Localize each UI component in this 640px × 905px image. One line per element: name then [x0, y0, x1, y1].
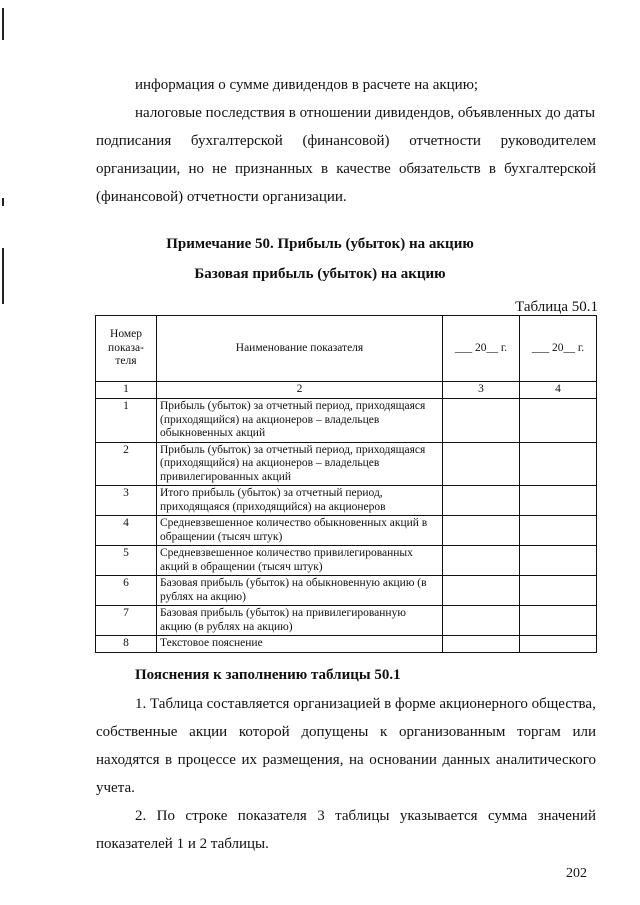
table-row	[96, 546, 597, 576]
explanation-1-line-3: находятся в процессе их размещения, на основании данных аналитического	[96, 752, 596, 768]
value-cell	[520, 546, 597, 576]
row-name: Прибыль (убыток) за отчетный период, приходящаяся (приходящийся) на акционеров – владельцев обыкновенных акций	[157, 399, 443, 443]
explanation-1-line-2: собственные акции которой допущены к организованным торгам или	[96, 724, 596, 740]
header-number: Номер показа-теля	[96, 316, 157, 382]
value-cell	[443, 399, 520, 443]
intro-line-1: информация о сумме дивидендов в расчете на акцию;	[135, 77, 479, 93]
value-cell	[520, 606, 597, 636]
row-name: Текстовое пояснение	[157, 636, 443, 653]
table-row	[96, 399, 597, 443]
value-cell	[443, 486, 520, 516]
header-name: Наименование показателя	[157, 316, 443, 382]
column-numbers-row	[96, 382, 597, 399]
row-name: Базовая прибыль (убыток) на привилегированную акцию (в рублях на акцию)	[157, 606, 443, 636]
row-number: 3	[96, 486, 157, 516]
value-cell	[443, 606, 520, 636]
header-period-1: ___ 20__ г.	[443, 316, 520, 382]
row-number: 5	[96, 546, 157, 576]
table-row	[96, 606, 597, 636]
table-row	[96, 442, 597, 486]
value-cell	[520, 399, 597, 443]
value-cell	[443, 516, 520, 546]
note-heading: Примечание 50. Прибыль (убыток) на акцию	[166, 236, 474, 252]
value-cell	[520, 486, 597, 516]
intro-para2-line-1: налоговые последствия в отношении дивидендов, объявленных до даты	[135, 105, 596, 121]
value-cell	[443, 442, 520, 486]
table-caption: Таблица 50.1	[515, 299, 598, 315]
value-cell	[443, 636, 520, 653]
col-number: 2	[157, 382, 443, 399]
row-name: Средневзвешенное количество привилегированных акций в обращении (тысяч штук)	[157, 546, 443, 576]
explanation-1-line-4: учета.	[96, 780, 135, 796]
scan-edge-mark	[2, 198, 4, 206]
row-name: Прибыль (убыток) за отчетный период, приходящаяся (приходящийся) на акционеров – владельцев привилегированных акций	[157, 442, 443, 486]
value-cell	[520, 442, 597, 486]
col-number: 4	[520, 382, 597, 399]
table-row	[96, 636, 597, 653]
row-name: Базовая прибыль (убыток) на обыкновенную акцию (в рублях на акцию)	[157, 576, 443, 606]
explanation-2-line-1: 2. По строке показателя 3 таблицы указывается сумма значений	[135, 808, 596, 824]
value-cell	[520, 576, 597, 606]
table-row	[96, 516, 597, 546]
col-number: 1	[96, 382, 157, 399]
scan-edge-mark	[2, 8, 4, 40]
explanation-1-line-1: 1. Таблица составляется организацией в форме акционерного общества,	[135, 696, 596, 712]
table-header-row	[96, 316, 597, 382]
table-row	[96, 576, 597, 606]
row-number: 7	[96, 606, 157, 636]
value-cell	[520, 516, 597, 546]
header-period-2: ___ 20__ г.	[520, 316, 597, 382]
page-number: 202	[566, 866, 587, 881]
intro-para2-line-2: подписания бухгалтерской (финансовой) отчетности руководителем	[96, 133, 596, 149]
row-number: 4	[96, 516, 157, 546]
sub-heading: Базовая прибыль (убыток) на акцию	[194, 266, 446, 282]
explanation-2-line-2: показателей 1 и 2 таблицы.	[96, 836, 269, 852]
row-number: 1	[96, 399, 157, 443]
value-cell	[443, 546, 520, 576]
explanations-title: Пояснения к заполнению таблицы 50.1	[135, 667, 401, 683]
row-number: 2	[96, 442, 157, 486]
row-name: Итого прибыль (убыток) за отчетный период, приходящаяся (приходящийся) на акционеров	[157, 486, 443, 516]
row-number: 8	[96, 636, 157, 653]
indicators-table	[95, 315, 597, 653]
table-row	[96, 486, 597, 516]
value-cell	[443, 576, 520, 606]
intro-para2-line-4: (финансовой) отчетности организации.	[96, 189, 347, 205]
row-name: Средневзвешенное количество обыкновенных акций в обращении (тысяч штук)	[157, 516, 443, 546]
row-number: 6	[96, 576, 157, 606]
value-cell	[520, 636, 597, 653]
col-number: 3	[443, 382, 520, 399]
intro-para2-line-3: организации, но не признанных в качестве обязательств в бухгалтерской	[96, 161, 596, 177]
